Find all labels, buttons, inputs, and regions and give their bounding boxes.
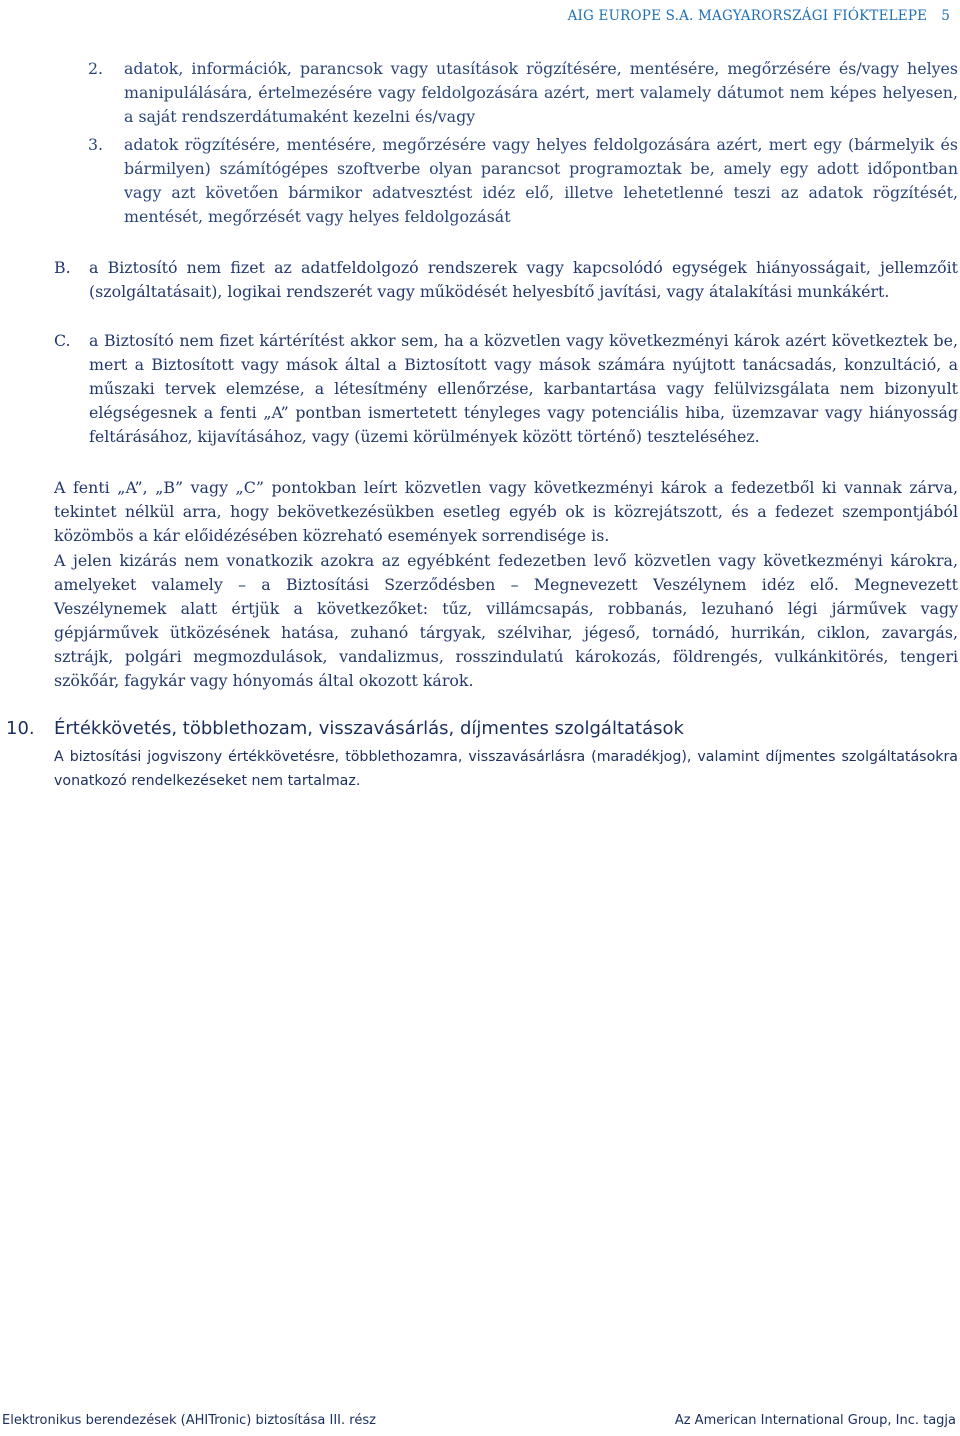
list-item-number: 3. — [88, 135, 104, 154]
footer-company-note: Az American International Group, Inc. tagja — [674, 1413, 956, 1428]
paragraph-label: C. — [54, 331, 71, 350]
running-header — [568, 8, 950, 24]
section-body: A biztosítási jogviszony értékkövetésre, többlethozamra, visszavásárlásra (maradékjog), valamint díjmentes szolgáltatásokra vonatkozó rendelkezéseket nem tartalmaz. — [54, 749, 958, 789]
named-perils-paragraph: A jelen kizárás nem vonatkozik azokra az egyébként fedezetben levő közvetlen vagy következményi károkra, amelyeket valamely – a Biztosítási Szerződésben – Megnevezett Veszélynem idéz elő. Megnevezett Veszélynemek alatt értjük a következőket: tűz, villámcsapás, robbanás, lezuhanó légi járművek vagy gépjárművek ütközésének hatása, zuhanó tárgyak, szélvihar, jégeső, tornádó, hurrikán, ciklon, zavargás, sztrájk, polgári megmozdulások, vandalizmus, rosszindulatú károkozás, földrengés, vulkánkitörés, tengeri szökőár, fagykár vagy hónyomás által okozott károk. — [54, 551, 958, 690]
paragraph-text: a Biztosító nem fizet kártérítést akkor sem, ha a közvetlen vagy következményi károk azért következtek be, mert a Biztosított vagy mások által a Biztosított vagy mások számára nyújtott tanácsadás, konzultáció, a műszaki tervek elemzése, a létesítmény ellenőrzése, karbantartása vagy felülvizsgálata nem bizonyult elégségesnek a fenti „A” pontban ismertetett tényleges vagy potenciális hiba, üzemzavar vagy hiányosság feltárásához, kijavításához, vagy (üzemi körülmények között történő) teszteléséhez. — [89, 331, 958, 446]
paragraph-text: a Biztosító nem fizet az adatfeldolgozó rendszerek vagy kapcsolódó egységek hiányosságait, jellemzőit (szolgáltatásait), logikai rendszerét vagy működését helyesbítő javítási, vagy átalakítási munkákért. — [89, 258, 958, 301]
paragraph-label: B. — [54, 258, 71, 277]
header-company: AIG EUROPE S.A. MAGYARORSZÁGI FIÓKTELEPE — [567, 8, 928, 24]
list-item-text: adatok rögzítésére, mentésére, megőrzésére vagy helyes feldolgozására azért, mert egy (bármelyik és bármilyen) számítógépes szoftverbe olyan parancsot programoztak be, amely egy adott időpontban vagy azt követően bármikor adatvesztést idéz elő, illetve lehetetlenné teszi az adatok rögzítését, mentését, megőrzését vagy helyes feldolgozását — [124, 135, 958, 226]
list-item-text: adatok, információk, parancsok vagy utasítások rögzítésére, mentésére, megőrzésére és/vagy helyes manipulálására, értelmezésére vagy feldolgozására azért, mert valamely dátumot nem képes helyesen, a saját rendszerdátumaként kezelni és/vagy — [124, 59, 958, 126]
footer-document-title: Elektronikus berendezések (AHITronic) biztosítása III. rész — [2, 1413, 376, 1428]
list-item — [90, 133, 958, 229]
exclusion-c — [54, 329, 958, 449]
section-title: Értékkövetés, többlethozam, visszavásárlás, díjmentes szolgáltatások — [54, 718, 684, 739]
list-item-number: 2. — [88, 59, 104, 78]
list-item — [90, 57, 958, 129]
exclusion-summary-paragraph: A fenti „A”, „B” vagy „C” pontokban leírt közvetlen vagy következményi károk a fedezetből ki vannak zárva, tekintet nélkül arra, hogy bekövetkezésükben esetleg egyéb ok is közrejátszott, és a fedezet szempontjából közömbös a kár előidézésében közreható események sorrendisége is. — [54, 478, 958, 545]
section-number: 10. — [6, 718, 35, 739]
page-number: 5 — [941, 8, 950, 24]
exclusion-b — [54, 256, 958, 304]
